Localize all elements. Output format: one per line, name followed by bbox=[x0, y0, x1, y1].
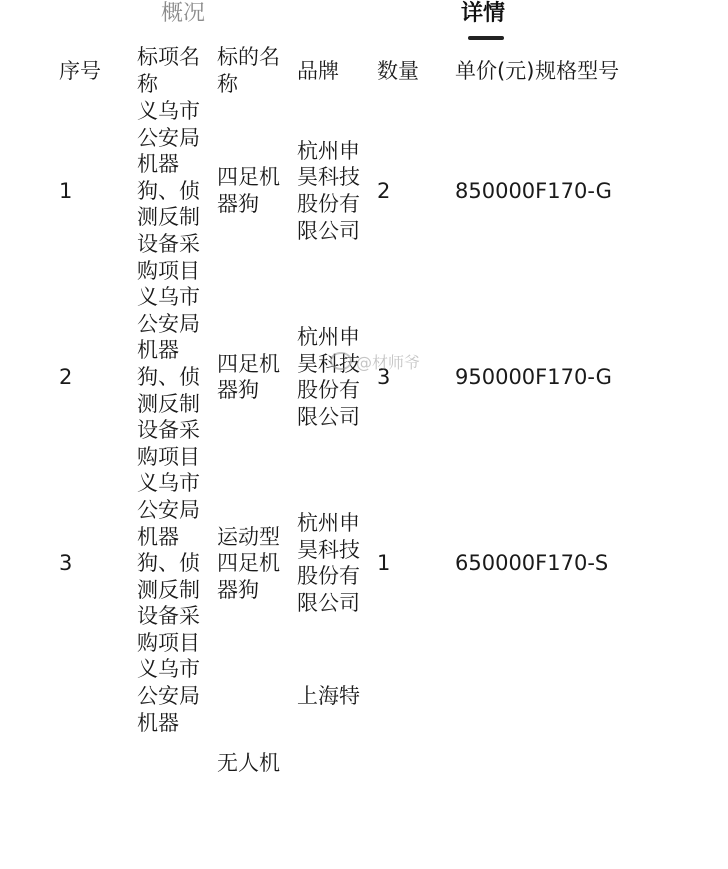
row-quantity: 2 bbox=[377, 178, 391, 203]
table-row bbox=[0, 656, 655, 869]
row-brand: 杭州申昊科技股份有限公司 bbox=[297, 511, 360, 615]
row-index: 1 bbox=[59, 178, 73, 203]
row-target-name: 运动型四足机器狗 bbox=[217, 524, 280, 602]
row-brand: 上海特 bbox=[297, 684, 360, 709]
header-unit-price: 单价(元) bbox=[455, 58, 535, 83]
row-model: F170-G bbox=[535, 364, 612, 389]
header-target-name: 标的名称 bbox=[217, 45, 280, 96]
row-target-name: 四足机器狗 bbox=[217, 165, 280, 217]
row-model: F170-G bbox=[535, 178, 612, 203]
row-index bbox=[0, 656, 137, 869]
row-item-name: 义乌市公安局机器狗、侦测反制设备采购项目 bbox=[137, 285, 200, 469]
tab-bar bbox=[0, 0, 728, 40]
row-item-name: 义乌市公安局机器狗、侦测反制设备采购项目 bbox=[137, 471, 200, 655]
table-row bbox=[0, 98, 655, 284]
row-item-name: 义乌市公安局机器 bbox=[137, 657, 200, 735]
header-model: 规格型号 bbox=[535, 58, 620, 83]
row-item-name: 义乌市公安局机器狗、侦测反制设备采购项目 bbox=[137, 99, 200, 283]
watermark-text: @材师爷 bbox=[356, 353, 421, 372]
row-brand: 杭州申昊科技股份有限公司 bbox=[297, 138, 360, 243]
table-header-row bbox=[0, 44, 655, 98]
row-model: F170-S bbox=[535, 551, 609, 576]
table-row bbox=[0, 284, 655, 470]
row-quantity bbox=[377, 656, 455, 869]
row-quantity: 3 bbox=[377, 364, 391, 389]
row-unit-price: 650000 bbox=[455, 551, 536, 576]
row-unit-price bbox=[455, 656, 535, 869]
row-unit-price: 950000 bbox=[455, 364, 536, 389]
cutoff-text-row bbox=[56, 36, 256, 44]
header-index: 序号 bbox=[59, 58, 101, 83]
header-item-name: 标项名称 bbox=[137, 45, 200, 96]
row-model bbox=[535, 656, 655, 869]
tab-detail[interactable]: 详情 bbox=[461, 1, 506, 26]
row-index: 3 bbox=[59, 551, 73, 576]
row-target-name: 四足机器狗 bbox=[217, 351, 280, 403]
table-row bbox=[0, 470, 655, 656]
header-quantity: 数量 bbox=[377, 58, 419, 83]
row-target-name: 无人机 bbox=[217, 750, 280, 775]
active-tab-indicator bbox=[468, 36, 504, 40]
row-quantity: 1 bbox=[377, 551, 391, 576]
row-unit-price: 850000 bbox=[455, 178, 536, 203]
header-brand: 品牌 bbox=[297, 58, 339, 83]
row-brand: 杭州申昊科技股份有限公司 bbox=[297, 325, 360, 429]
row-index: 2 bbox=[59, 364, 73, 389]
detail-table bbox=[0, 44, 655, 869]
tab-overview[interactable]: 概况 bbox=[161, 1, 206, 26]
